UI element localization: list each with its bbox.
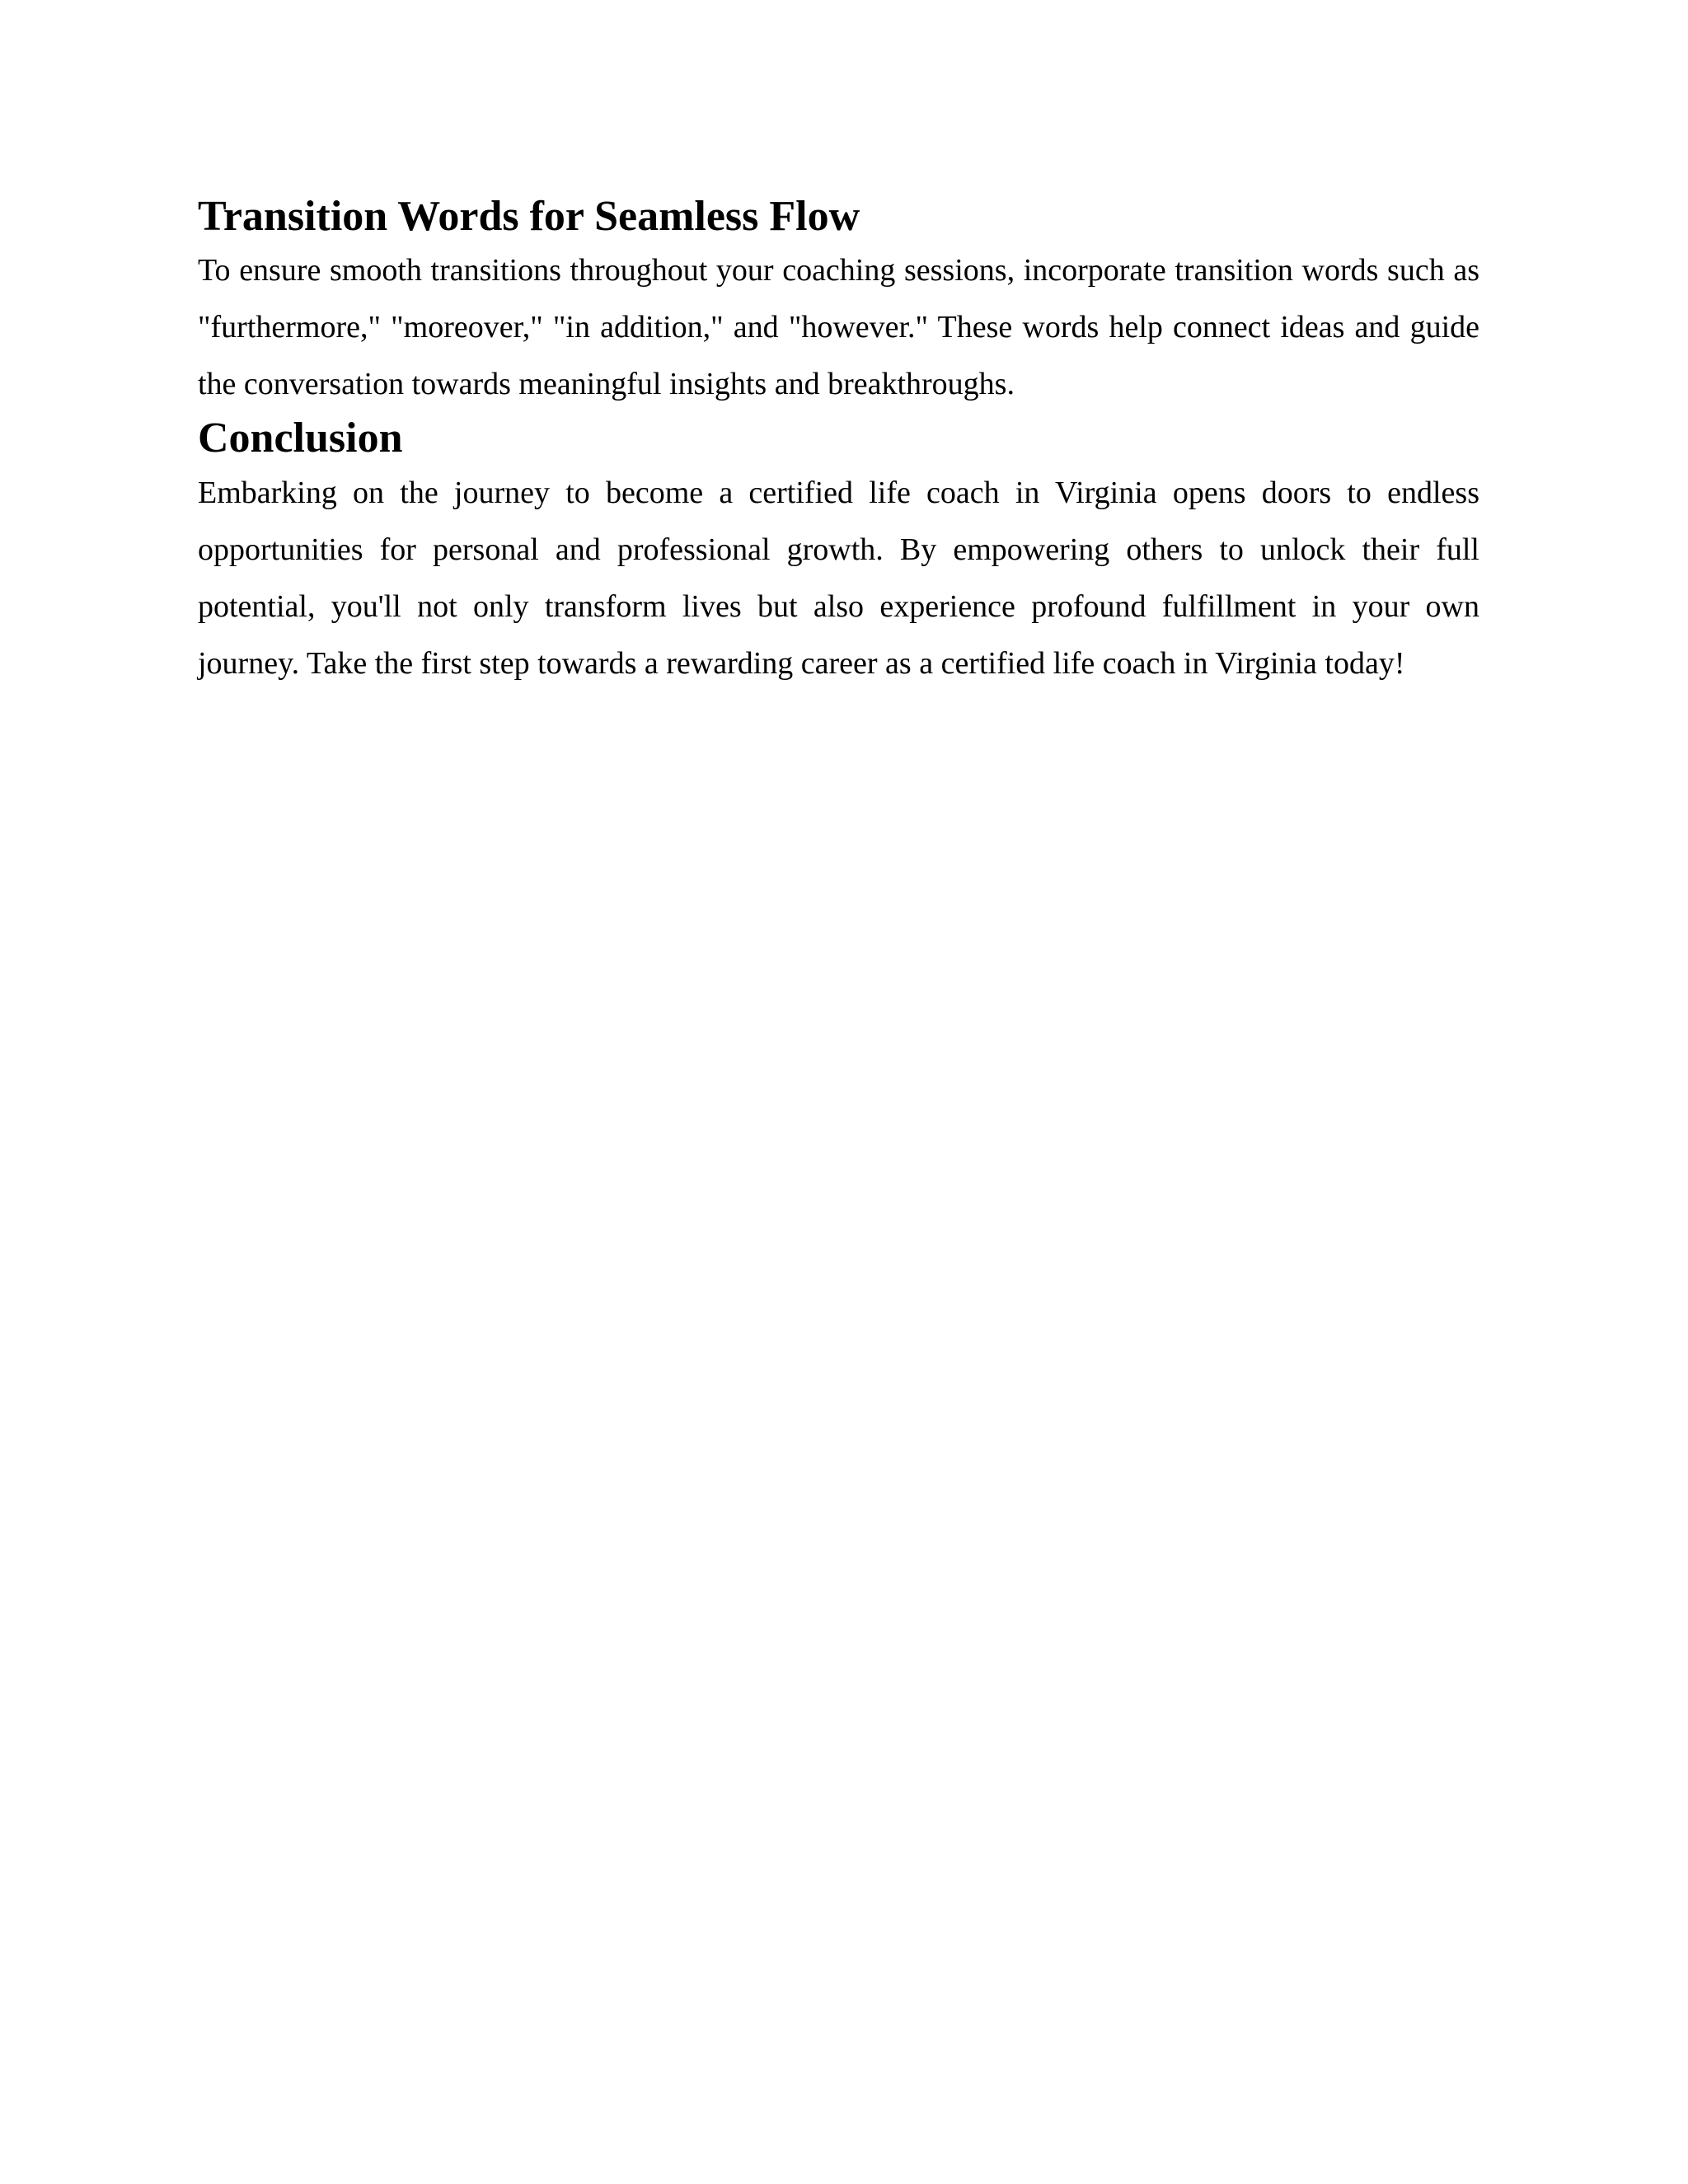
document-body	[198, 191, 1479, 692]
section-conclusion	[198, 413, 1479, 691]
section-transition-words	[198, 191, 1479, 413]
section-heading: Transition Words for Seamless Flow	[198, 193, 860, 240]
section-heading: Conclusion	[198, 415, 403, 462]
section-paragraph: Embarking on the journey to become a certified life coach in Virginia opens doors to endless opportunities for personal and professional growth. By empowering others to unlock their full potential, you'll not only transform lives but also experience profound fulfillment in your own journey. Take the first step towards a rewarding career as a certified life coach in Virginia today!	[198, 475, 1479, 681]
section-paragraph: To ensure smooth transitions throughout your coaching sessions, incorporate transition words such as "furthermore," "moreover," "in addition," and "however." These words help connect ideas and guide the conversation towards meaningful insights and breakthroughs.	[198, 253, 1479, 402]
